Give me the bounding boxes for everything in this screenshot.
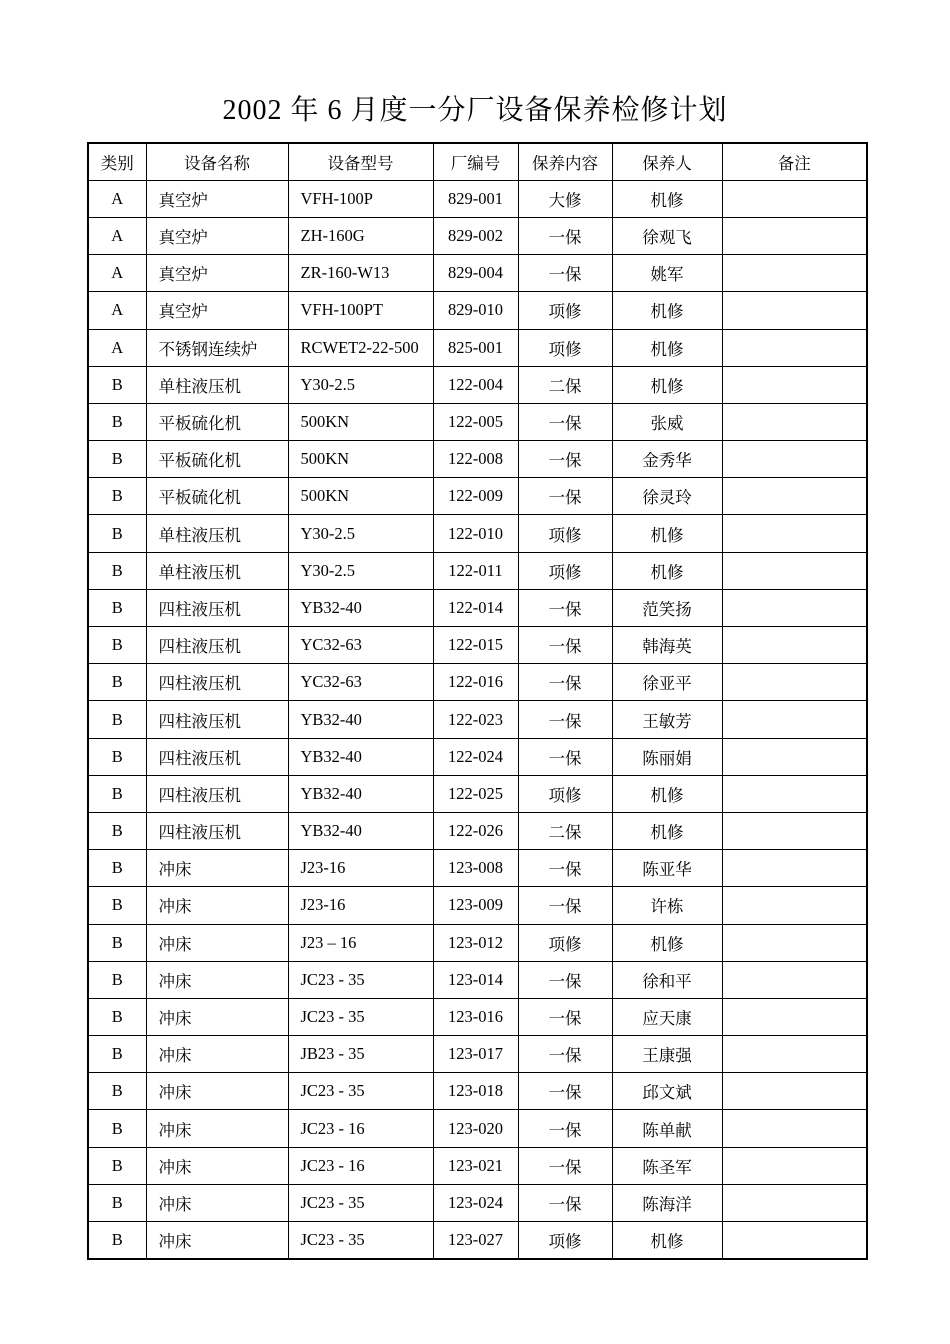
table-cell: 项修 [518, 515, 612, 552]
table-cell [722, 329, 867, 366]
table-cell: 韩海英 [612, 627, 722, 664]
table-header-row [88, 143, 867, 181]
table-cell: B [88, 887, 146, 924]
table-cell: 一保 [518, 217, 612, 254]
table-cell [722, 403, 867, 440]
table-cell: 一保 [518, 1036, 612, 1073]
table-cell: JC23 - 35 [288, 998, 433, 1035]
table-row [88, 1110, 867, 1147]
table-row [88, 627, 867, 664]
table-cell: YC32-63 [288, 664, 433, 701]
table-cell: 二保 [518, 812, 612, 849]
table-cell: 王康强 [612, 1036, 722, 1073]
table-cell [722, 441, 867, 478]
table-cell [722, 850, 867, 887]
table-cell: 122-005 [433, 403, 518, 440]
table-cell: J23 – 16 [288, 924, 433, 961]
table-cell: B [88, 441, 146, 478]
table-cell: JC23 - 16 [288, 1110, 433, 1147]
table-cell: 一保 [518, 589, 612, 626]
table-row [88, 1147, 867, 1184]
table-cell: B [88, 812, 146, 849]
table-cell: 123-020 [433, 1110, 518, 1147]
table-cell: 王敏芳 [612, 701, 722, 738]
table-cell: 122-023 [433, 701, 518, 738]
table-row [88, 1222, 867, 1260]
table-cell: 徐亚平 [612, 664, 722, 701]
table-cell: 一保 [518, 1110, 612, 1147]
table-cell: 陈海洋 [612, 1184, 722, 1221]
table-cell: 一保 [518, 478, 612, 515]
table-cell: YB32-40 [288, 775, 433, 812]
table-cell: A [88, 217, 146, 254]
table-cell: 一保 [518, 998, 612, 1035]
table-row [88, 403, 867, 440]
table-cell: 500KN [288, 478, 433, 515]
table-cell: ZH-160G [288, 217, 433, 254]
table-cell: 122-024 [433, 738, 518, 775]
table-cell: Y30-2.5 [288, 515, 433, 552]
table-cell: 单柱液压机 [146, 552, 288, 589]
table-cell: 金秀华 [612, 441, 722, 478]
table-cell [722, 292, 867, 329]
table-cell: 项修 [518, 552, 612, 589]
table-cell: 四柱液压机 [146, 664, 288, 701]
table-cell: 机修 [612, 924, 722, 961]
table-row [88, 292, 867, 329]
table-cell [722, 1147, 867, 1184]
table-cell [722, 998, 867, 1035]
table-cell [722, 701, 867, 738]
table-cell: 冲床 [146, 850, 288, 887]
table-cell: 范笑扬 [612, 589, 722, 626]
table-cell: 真空炉 [146, 255, 288, 292]
table-cell: 项修 [518, 292, 612, 329]
header-cell-category: 类别 [88, 143, 146, 181]
table-row [88, 998, 867, 1035]
table-cell: 829-010 [433, 292, 518, 329]
table-cell [722, 664, 867, 701]
table-cell [722, 1073, 867, 1110]
table-cell: 冲床 [146, 1184, 288, 1221]
table-cell: B [88, 366, 146, 403]
table-cell: 机修 [612, 1222, 722, 1260]
table-row [88, 664, 867, 701]
header-cell-model: 设备型号 [288, 143, 433, 181]
table-cell: 冲床 [146, 924, 288, 961]
table-cell: 冲床 [146, 1222, 288, 1260]
table-cell: 122-025 [433, 775, 518, 812]
table-cell: 冲床 [146, 1110, 288, 1147]
table-cell: 项修 [518, 924, 612, 961]
table-cell: JC23 - 35 [288, 1222, 433, 1260]
table-cell: JB23 - 35 [288, 1036, 433, 1073]
table-cell: 一保 [518, 403, 612, 440]
table-row [88, 701, 867, 738]
table-cell: 829-001 [433, 180, 518, 217]
table-cell: JC23 - 35 [288, 1073, 433, 1110]
header-cell-content: 保养内容 [518, 143, 612, 181]
table-cell: 平板硫化机 [146, 441, 288, 478]
table-cell [722, 1110, 867, 1147]
table-cell: 项修 [518, 775, 612, 812]
table-cell: A [88, 329, 146, 366]
header-cell-equipment: 设备名称 [146, 143, 288, 181]
table-cell: ZR-160-W13 [288, 255, 433, 292]
table-cell: 机修 [612, 292, 722, 329]
header-cell-remarks: 备注 [722, 143, 867, 181]
table-cell: 四柱液压机 [146, 627, 288, 664]
table-cell: 机修 [612, 329, 722, 366]
table-cell: 项修 [518, 329, 612, 366]
table-cell: 500KN [288, 403, 433, 440]
table-cell: 张威 [612, 403, 722, 440]
table-cell: 陈单献 [612, 1110, 722, 1147]
table-cell: B [88, 478, 146, 515]
table-cell: 一保 [518, 627, 612, 664]
table-cell: 一保 [518, 738, 612, 775]
table-cell: 一保 [518, 887, 612, 924]
table-row [88, 366, 867, 403]
table-cell: B [88, 552, 146, 589]
table-cell: JC23 - 35 [288, 1184, 433, 1221]
table-row [88, 1036, 867, 1073]
table-cell [722, 775, 867, 812]
table-cell: 四柱液压机 [146, 738, 288, 775]
table-cell [722, 552, 867, 589]
table-cell: B [88, 850, 146, 887]
table-cell: B [88, 664, 146, 701]
table-cell: 122-026 [433, 812, 518, 849]
table-cell [722, 1184, 867, 1221]
table-cell: B [88, 1036, 146, 1073]
table-cell: 四柱液压机 [146, 812, 288, 849]
table-cell: B [88, 998, 146, 1035]
table-cell: 机修 [612, 366, 722, 403]
table-cell: JC23 - 35 [288, 961, 433, 998]
table-cell [722, 1222, 867, 1260]
table-cell: 一保 [518, 255, 612, 292]
table-cell [722, 515, 867, 552]
table-cell: 冲床 [146, 1147, 288, 1184]
table-row [88, 217, 867, 254]
table-cell: 四柱液压机 [146, 589, 288, 626]
table-row [88, 589, 867, 626]
table-cell: 陈圣军 [612, 1147, 722, 1184]
table-cell: 123-017 [433, 1036, 518, 1073]
table-cell: 平板硫化机 [146, 478, 288, 515]
table-cell: 机修 [612, 812, 722, 849]
table-cell [722, 812, 867, 849]
table-row [88, 478, 867, 515]
table-cell: YC32-63 [288, 627, 433, 664]
table-cell: 123-012 [433, 924, 518, 961]
table-cell [722, 924, 867, 961]
table-cell: B [88, 515, 146, 552]
table-cell: 冲床 [146, 887, 288, 924]
table-cell: 机修 [612, 515, 722, 552]
table-cell: B [88, 924, 146, 961]
table-cell: 123-021 [433, 1147, 518, 1184]
table-cell: 四柱液压机 [146, 775, 288, 812]
table-cell: 122-008 [433, 441, 518, 478]
table-cell [722, 627, 867, 664]
table-cell: A [88, 255, 146, 292]
table-cell: 123-018 [433, 1073, 518, 1110]
table-cell: VFH-100PT [288, 292, 433, 329]
table-cell: 机修 [612, 775, 722, 812]
header-cell-factory-no: 厂编号 [433, 143, 518, 181]
table-cell: 真空炉 [146, 292, 288, 329]
table-cell: B [88, 1184, 146, 1221]
table-row [88, 1184, 867, 1221]
table-cell: 122-015 [433, 627, 518, 664]
table-cell: 829-002 [433, 217, 518, 254]
table-cell: 123-027 [433, 1222, 518, 1260]
table-row [88, 329, 867, 366]
table-cell: 单柱液压机 [146, 366, 288, 403]
table-cell: B [88, 627, 146, 664]
table-cell: Y30-2.5 [288, 366, 433, 403]
table-cell: B [88, 1147, 146, 1184]
table-row [88, 887, 867, 924]
table-cell: B [88, 961, 146, 998]
page-title: 2002 年 6 月度一分厂设备保养检修计划 [222, 95, 728, 126]
table-cell: 机修 [612, 180, 722, 217]
table-cell: 邱文斌 [612, 1073, 722, 1110]
table-cell [722, 589, 867, 626]
table-cell: 冲床 [146, 961, 288, 998]
table-cell [722, 1036, 867, 1073]
table-cell: 冲床 [146, 1073, 288, 1110]
table-cell: VFH-100P [288, 180, 433, 217]
table-cell: 122-004 [433, 366, 518, 403]
table-cell: 123-016 [433, 998, 518, 1035]
table-cell [722, 478, 867, 515]
table-cell [722, 180, 867, 217]
table-cell: 真空炉 [146, 180, 288, 217]
table-cell [722, 366, 867, 403]
table-cell: J23-16 [288, 887, 433, 924]
table-cell: 冲床 [146, 998, 288, 1035]
table-cell: 122-011 [433, 552, 518, 589]
table-cell: 一保 [518, 441, 612, 478]
table-cell: 机修 [612, 552, 722, 589]
table-cell: YB32-40 [288, 738, 433, 775]
table-cell: 一保 [518, 1147, 612, 1184]
table-cell: B [88, 1222, 146, 1260]
table-cell: 122-010 [433, 515, 518, 552]
table-cell [722, 961, 867, 998]
table-row [88, 180, 867, 217]
table-cell: 一保 [518, 1073, 612, 1110]
table-cell: YB32-40 [288, 589, 433, 626]
table-cell: YB32-40 [288, 812, 433, 849]
table-cell: 陈亚华 [612, 850, 722, 887]
table-row [88, 924, 867, 961]
table-row [88, 1073, 867, 1110]
table-row [88, 812, 867, 849]
table-row [88, 961, 867, 998]
table-cell: 徐观飞 [612, 217, 722, 254]
table-cell: 不锈钢连续炉 [146, 329, 288, 366]
table-cell: 一保 [518, 961, 612, 998]
table-cell [722, 738, 867, 775]
table-cell: 123-014 [433, 961, 518, 998]
table-cell: 应天康 [612, 998, 722, 1035]
table-cell: 单柱液压机 [146, 515, 288, 552]
table-cell: Y30-2.5 [288, 552, 433, 589]
table-row [88, 255, 867, 292]
table-cell: 项修 [518, 1222, 612, 1260]
table-cell: B [88, 701, 146, 738]
table-cell: 122-016 [433, 664, 518, 701]
table-cell: 许栋 [612, 887, 722, 924]
table-cell: 一保 [518, 664, 612, 701]
table-row [88, 515, 867, 552]
table-cell: 829-004 [433, 255, 518, 292]
table-cell [722, 217, 867, 254]
table-cell: B [88, 738, 146, 775]
maintenance-plan-table [87, 142, 868, 1260]
table-cell: JC23 - 16 [288, 1147, 433, 1184]
table-cell: 四柱液压机 [146, 701, 288, 738]
table-cell: 825-001 [433, 329, 518, 366]
table-cell: B [88, 1110, 146, 1147]
table-cell: 真空炉 [146, 217, 288, 254]
table-cell: B [88, 403, 146, 440]
table-cell: 500KN [288, 441, 433, 478]
table-cell: 徐灵玲 [612, 478, 722, 515]
table-cell: B [88, 1073, 146, 1110]
table-cell: 陈丽娟 [612, 738, 722, 775]
table-cell: YB32-40 [288, 701, 433, 738]
table-cell: 一保 [518, 1184, 612, 1221]
table-cell: 一保 [518, 701, 612, 738]
table-cell: 大修 [518, 180, 612, 217]
table-cell: RCWET2-22-500 [288, 329, 433, 366]
table-cell [722, 887, 867, 924]
table-cell: 徐和平 [612, 961, 722, 998]
table-cell: J23-16 [288, 850, 433, 887]
table-row [88, 738, 867, 775]
table-cell: B [88, 775, 146, 812]
table-cell [722, 255, 867, 292]
table-cell: A [88, 292, 146, 329]
header-cell-person: 保养人 [612, 143, 722, 181]
table-cell: 122-014 [433, 589, 518, 626]
table-cell: B [88, 589, 146, 626]
table-cell: 122-009 [433, 478, 518, 515]
table-row [88, 775, 867, 812]
table-cell: 123-024 [433, 1184, 518, 1221]
table-cell: 123-009 [433, 887, 518, 924]
table-cell: 二保 [518, 366, 612, 403]
table-cell: 冲床 [146, 1036, 288, 1073]
table-cell: 平板硫化机 [146, 403, 288, 440]
table-cell: 123-008 [433, 850, 518, 887]
table-row [88, 552, 867, 589]
table-row [88, 441, 867, 478]
table-row [88, 850, 867, 887]
table-cell: 姚军 [612, 255, 722, 292]
table-body [88, 180, 867, 1259]
table-cell: 一保 [518, 850, 612, 887]
table-cell: A [88, 180, 146, 217]
